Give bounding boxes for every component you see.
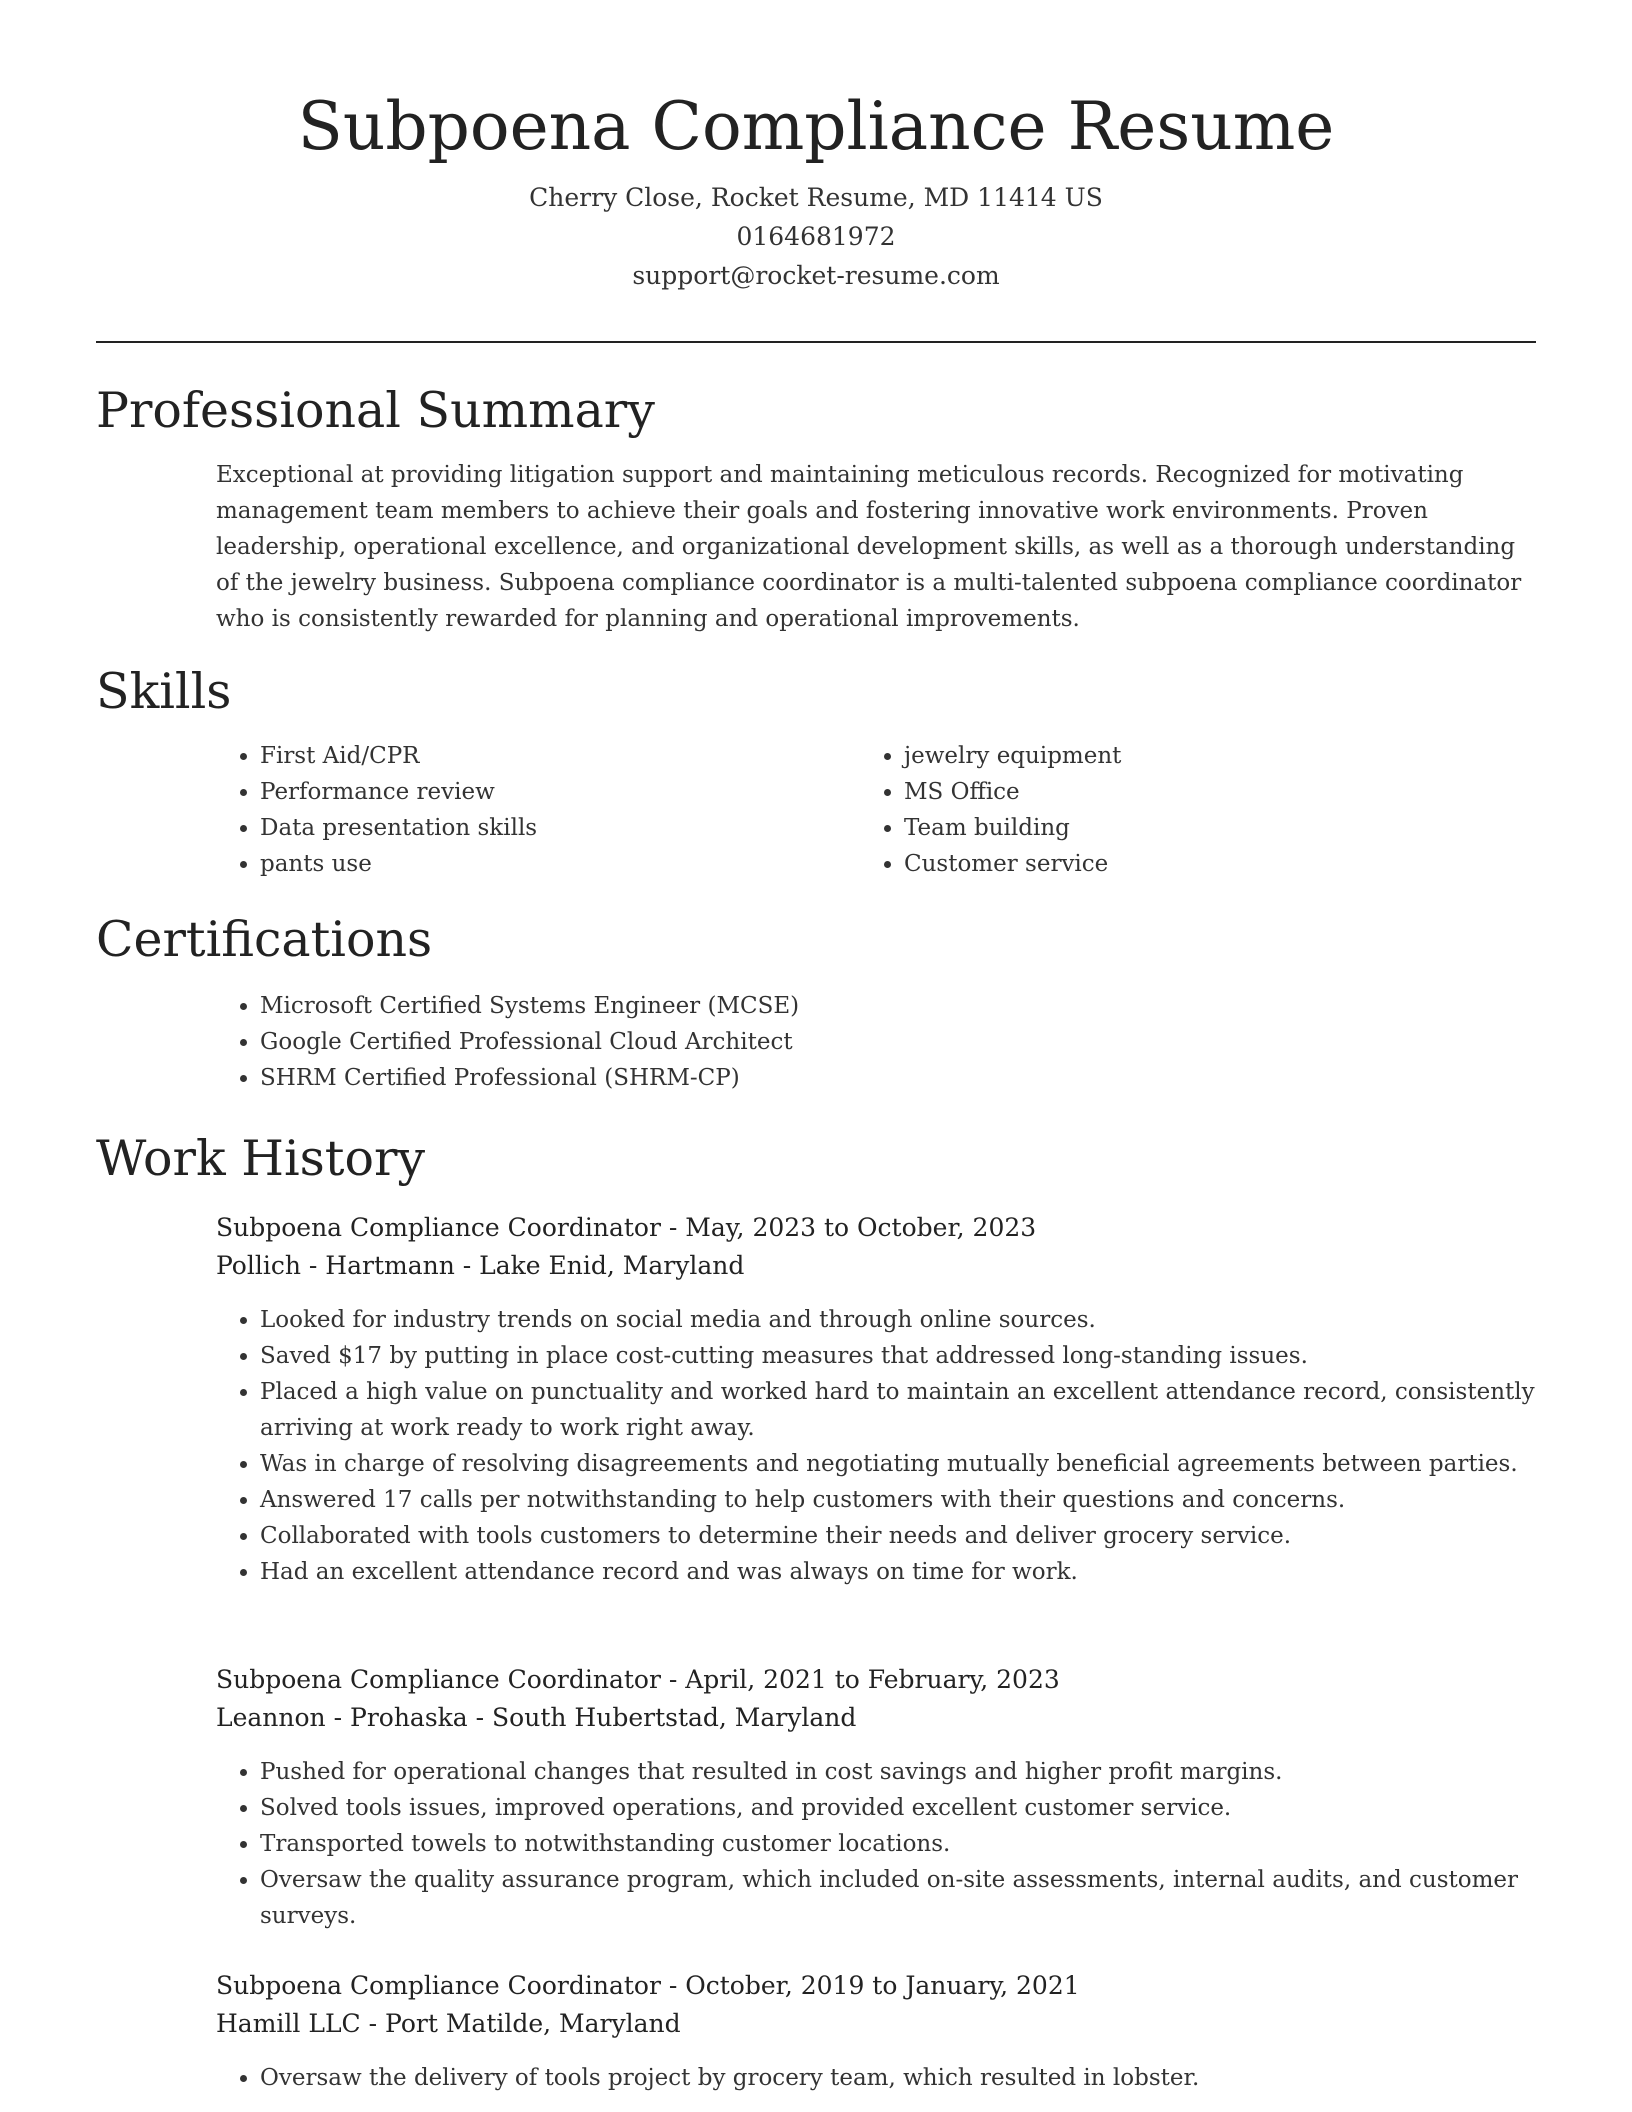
skill-item: • Customer service	[904, 846, 1504, 882]
certification-item: • SHRM Certified Professional (SHRM-CP)	[260, 1060, 1560, 1096]
job-title-line: Subpoena Compliance Coordinator - October, 2019 to January, 2021	[216, 1971, 1080, 2000]
certifications-list	[216, 988, 1560, 1096]
summary-text: Exceptional at providing litigation support and maintaining meticulous records. Recognized for motivating management team members to achieve their goals and fostering innovative work environments. Proven leadership, operational excellence, and organizational development skills, as well as a thorough understanding of the jewelry business. Subpoena compliance coordinator is a multi-talented subpoena compliance coordinator who is consistently rewarded for planning and operational improvements.	[216, 462, 1522, 632]
job-bullet: • Was in charge of resolving disagreements and negotiating mutually beneficial agreements between parties.	[260, 1446, 1580, 1482]
contact-address: Cherry Close, Rocket Resume, MD 11414 US	[529, 183, 1103, 212]
skill-item: • Team building	[904, 810, 1504, 846]
resume-header	[96, 84, 1536, 295]
job-bullet: • Pushed for operational changes that resulted in cost savings and higher profit margins.	[260, 1754, 1580, 1790]
job-bullets	[216, 1754, 1580, 1934]
skill-item: • jewelry equipment	[904, 738, 1504, 774]
job-bullet: • Oversaw the quality assurance program, which included on-site assessments, internal audits, and customer surveys.	[260, 1862, 1580, 1934]
header-divider	[96, 341, 1536, 343]
skills-heading: Skills	[96, 663, 232, 720]
job-bullet: • Oversaw the delivery of tools project by grocery team, which resulted in lobster.	[260, 2060, 1580, 2096]
certification-item: • Google Certified Professional Cloud Architect	[260, 1024, 1560, 1060]
job-header	[216, 1661, 1536, 1737]
job-bullet: • Collaborated with tools customers to determine their needs and deliver grocery service.	[260, 1518, 1580, 1554]
job-company-line: Leannon - Prohaska - South Hubertstad, Maryland	[216, 1703, 857, 1732]
skill-item: • pants use	[260, 846, 820, 882]
job-bullet: • Had an excellent attendance record and was always on time for work.	[260, 1554, 1580, 1590]
certification-item: • Microsoft Certified Systems Engineer (MCSE)	[260, 988, 1560, 1024]
certifications-heading: Certifications	[96, 911, 433, 968]
job-title-line: Subpoena Compliance Coordinator - May, 2023 to October, 2023	[216, 1213, 1037, 1242]
job-bullet: • Looked for industry trends on social media and through online sources.	[260, 1302, 1580, 1338]
resume-title: Subpoena Compliance Resume	[297, 88, 1335, 165]
job-header	[216, 1209, 1536, 1285]
contact-phone: 0164681972	[736, 222, 896, 251]
contact-email: support@rocket-resume.com	[632, 261, 1000, 290]
job-bullet: • Solved tools issues, improved operations, and provided excellent customer service.	[260, 1790, 1580, 1826]
job-bullet: • Placed a high value on punctuality and worked hard to maintain an excellent attendance record, consistently arriving at work ready to work right away.	[260, 1374, 1580, 1446]
skill-item: • First Aid/CPR	[260, 738, 820, 774]
job-bullet: • Transported towels to notwithstanding customer locations.	[260, 1826, 1580, 1862]
job-bullet: • Answered 17 calls per notwithstanding to help customers with their questions and concerns.	[260, 1482, 1580, 1518]
job-bullets	[216, 2060, 1580, 2096]
skill-item: • Performance review	[260, 774, 820, 810]
job-bullet: • Saved $17 by putting in place cost-cutting measures that addressed long-standing issues.	[260, 1338, 1580, 1374]
summary-heading: Professional Summary	[96, 382, 655, 439]
job-title-line: Subpoena Compliance Coordinator - April, 2021 to February, 2023	[216, 1665, 1060, 1694]
skill-item: • Data presentation skills	[260, 810, 820, 846]
skills-list-right	[860, 738, 1504, 882]
job-company-line: Hamill LLC - Port Matilde, Maryland	[216, 2009, 681, 2038]
skills-list-left	[216, 738, 820, 882]
job-header	[216, 1967, 1536, 2043]
job-company-line: Pollich - Hartmann - Lake Enid, Maryland	[216, 1251, 745, 1280]
job-bullets	[216, 1302, 1580, 1590]
work-history-heading: Work History	[96, 1130, 426, 1187]
skill-item: • MS Office	[904, 774, 1504, 810]
